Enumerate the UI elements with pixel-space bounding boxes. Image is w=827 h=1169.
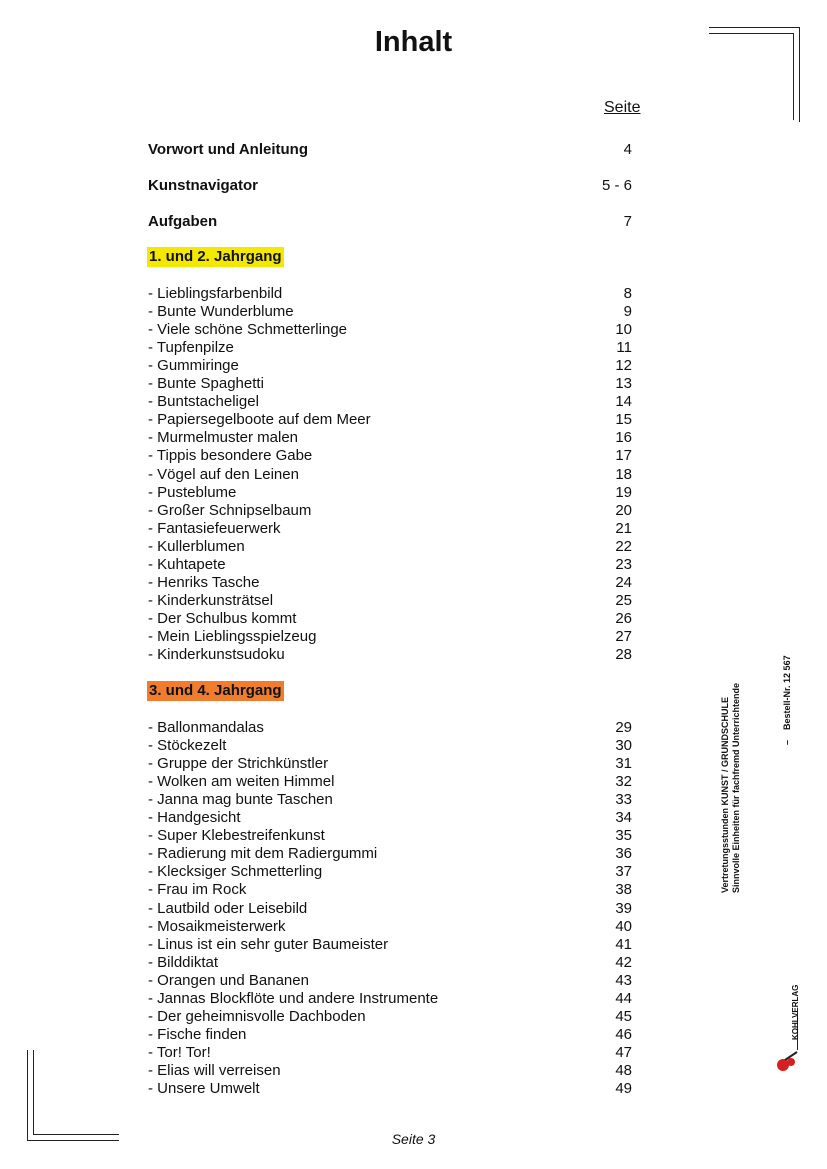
toc-item-label: - Gummiringe bbox=[148, 357, 239, 375]
page-title: Inhalt bbox=[374, 26, 453, 58]
toc-item-page: 13 bbox=[615, 375, 632, 393]
toc-item-label: - Papiersegelboote auf dem Meer bbox=[148, 411, 371, 429]
toc-entry-page: 4 bbox=[623, 141, 632, 158]
toc-item-label: - Lautbild oder Leisebild bbox=[148, 899, 308, 917]
toc-item-page: 44 bbox=[615, 989, 632, 1007]
toc-item-label: - Tupfenpilze bbox=[148, 339, 234, 357]
toc-item-page: 36 bbox=[615, 845, 632, 863]
toc-item-page: 40 bbox=[615, 917, 632, 935]
toc-item[interactable] bbox=[148, 1044, 632, 1062]
toc-item-page: 38 bbox=[615, 881, 632, 899]
toc-item-label: - Super Klebestreifenkunst bbox=[148, 827, 325, 845]
toc-item-page: 25 bbox=[615, 591, 632, 609]
toc-item-label: - Mosaikmeisterwerk bbox=[148, 917, 286, 935]
toc-item[interactable] bbox=[148, 520, 632, 538]
toc-item-label: - Der geheimnisvolle Dachboden bbox=[148, 1007, 366, 1025]
toc-item-page: 10 bbox=[615, 321, 632, 339]
publisher-order-no bbox=[782, 585, 793, 745]
toc-entry-page: 5 - 6 bbox=[601, 177, 632, 194]
section-heading-3-4: 3. und 4. Jahrgang bbox=[149, 682, 282, 699]
toc-item[interactable] bbox=[148, 628, 632, 646]
toc-item[interactable] bbox=[148, 1080, 632, 1098]
toc-item-page: 26 bbox=[615, 609, 632, 627]
toc-item-page: 11 bbox=[616, 339, 632, 357]
toc-item-label: - Klecksiger Schmetterling bbox=[148, 863, 323, 881]
sidebar-line1: Vertretungsstunden KUNST / GRUNDSCHULE bbox=[720, 696, 730, 893]
toc-item-page: 18 bbox=[615, 465, 632, 483]
toc-item-page: 14 bbox=[615, 393, 632, 411]
toc-item-page: 23 bbox=[615, 555, 632, 573]
toc-item[interactable] bbox=[148, 556, 632, 574]
toc-item-page: 8 bbox=[623, 285, 632, 302]
toc-item[interactable] bbox=[148, 357, 632, 375]
toc-item[interactable] bbox=[148, 339, 632, 357]
toc-item-label: - Der Schulbus kommt bbox=[148, 609, 297, 627]
toc-entry[interactable] bbox=[148, 177, 632, 195]
toc-item[interactable] bbox=[148, 646, 632, 664]
toc-item[interactable] bbox=[148, 1062, 632, 1080]
toc-item-page: 20 bbox=[615, 501, 632, 519]
toc-item[interactable] bbox=[148, 610, 632, 628]
toc-item-label: - Kinderkunsträtsel bbox=[148, 591, 274, 609]
toc-item-page: 47 bbox=[615, 1043, 632, 1061]
toc-item-label: - Vögel auf den Leinen bbox=[148, 465, 299, 483]
toc-item[interactable] bbox=[148, 755, 632, 773]
toc-item-label: - Kuhtapete bbox=[148, 555, 226, 573]
toc-item-page: 42 bbox=[615, 953, 632, 971]
toc-item-label: - Unsere Umwelt bbox=[148, 1080, 260, 1097]
toc-item-page: 12 bbox=[615, 357, 632, 375]
frame-left-line-outer bbox=[27, 1050, 28, 1141]
toc-item-label: - Pusteblume bbox=[148, 483, 237, 501]
toc-item[interactable] bbox=[148, 466, 632, 484]
toc-item[interactable] bbox=[148, 719, 632, 737]
toc-item-page: 43 bbox=[615, 971, 632, 989]
toc-item[interactable] bbox=[148, 773, 632, 791]
toc-item[interactable] bbox=[148, 484, 632, 502]
toc-item[interactable] bbox=[148, 285, 632, 303]
toc-item-label: - Lieblingsfarbenbild bbox=[148, 285, 283, 302]
toc-item-label: - Linus ist ein sehr guter Baumeister bbox=[148, 935, 389, 953]
toc-item-page: 34 bbox=[615, 809, 632, 827]
toc-item-page: 29 bbox=[615, 719, 632, 736]
toc-item-label: - Handgesicht bbox=[148, 809, 241, 827]
sidebar-separator: – bbox=[782, 739, 792, 745]
toc-item-label: - Buntstacheligel bbox=[148, 393, 259, 411]
toc-item-page: 19 bbox=[615, 483, 632, 501]
logo-text: KOHLVERLAG bbox=[791, 984, 800, 1040]
toc-item[interactable] bbox=[148, 809, 632, 827]
toc-item-label: - Gruppe der Strichkünstler bbox=[148, 755, 329, 773]
toc-item-label: - Bunte Spaghetti bbox=[148, 375, 264, 393]
toc-item[interactable] bbox=[148, 411, 632, 429]
toc-item-label: - Viele schöne Schmetterlinge bbox=[148, 321, 347, 339]
toc-entry[interactable] bbox=[148, 213, 632, 231]
toc-item-page: 39 bbox=[615, 899, 632, 917]
toc-item-page: 30 bbox=[615, 737, 632, 755]
toc-entry-label: Vorwort und Anleitung bbox=[148, 141, 308, 158]
toc-item[interactable] bbox=[148, 954, 632, 972]
toc-item-label: - Kinderkunstsudoku bbox=[148, 646, 285, 663]
toc-item-page: 33 bbox=[615, 791, 632, 809]
toc-item[interactable] bbox=[148, 429, 632, 447]
toc-item-label: - Fische finden bbox=[148, 1025, 247, 1043]
toc-item[interactable] bbox=[148, 936, 632, 954]
toc-item[interactable] bbox=[148, 574, 632, 592]
toc-item-page: 48 bbox=[615, 1061, 632, 1079]
toc-item-page: 21 bbox=[615, 519, 632, 537]
toc-item[interactable] bbox=[148, 538, 632, 556]
toc-item-label: - Bilddiktat bbox=[148, 953, 219, 971]
toc-item-page: 32 bbox=[615, 773, 632, 791]
toc-item-page: 17 bbox=[615, 447, 632, 465]
toc-item-label: - Henriks Tasche bbox=[148, 573, 260, 591]
toc-item-label: - Bunte Wunderblume bbox=[148, 303, 294, 321]
toc-item[interactable] bbox=[148, 972, 632, 990]
toc-item-page: 28 bbox=[615, 646, 632, 663]
toc-entry-label: Aufgaben bbox=[148, 213, 218, 230]
toc-item-label: - Wolken am weiten Himmel bbox=[148, 773, 335, 791]
toc-item-page: 24 bbox=[615, 573, 632, 591]
toc-item[interactable] bbox=[148, 990, 632, 1008]
toc-item[interactable] bbox=[148, 1026, 632, 1044]
publisher-sidebar bbox=[720, 593, 742, 893]
toc-item-page: 35 bbox=[615, 827, 632, 845]
toc-item-label: - Tor! Tor! bbox=[148, 1043, 211, 1061]
toc-item-label: - Frau im Rock bbox=[148, 881, 247, 899]
toc-item-page: 27 bbox=[615, 627, 632, 645]
section-heading-1-2: 1. und 2. Jahrgang bbox=[149, 248, 282, 265]
toc-item[interactable] bbox=[148, 375, 632, 393]
sidebar-line2: Sinnvolle Einheiten für fachfremd Unterrichtende bbox=[731, 682, 741, 893]
toc-item-page: 9 bbox=[623, 303, 632, 321]
toc-item-label: - Elias will verreisen bbox=[148, 1061, 281, 1079]
toc-item-label: - Stöckezelt bbox=[148, 737, 227, 755]
toc-item-page: 22 bbox=[615, 537, 632, 555]
toc-item[interactable] bbox=[148, 303, 632, 321]
toc-entry-page: 7 bbox=[623, 213, 632, 230]
page-footer: Seite 3 bbox=[391, 1131, 436, 1147]
toc-item-page: 16 bbox=[615, 429, 632, 447]
toc-item[interactable] bbox=[148, 900, 632, 918]
toc-item-label: - Jannas Blockflöte und andere Instrumente bbox=[148, 989, 439, 1007]
toc-entry-label: Kunstnavigator bbox=[148, 177, 259, 194]
toc-item[interactable] bbox=[148, 502, 632, 520]
toc-item[interactable] bbox=[148, 881, 632, 899]
toc-item-label: - Murmelmuster malen bbox=[148, 429, 299, 447]
toc-item-page: 15 bbox=[615, 411, 632, 429]
toc-item[interactable] bbox=[148, 737, 632, 755]
toc-item-label: - Großer Schnipselbaum bbox=[148, 501, 312, 519]
toc-item[interactable] bbox=[148, 447, 632, 465]
toc-item-page: 49 bbox=[615, 1080, 632, 1097]
toc-item-label: - Radierung mit dem Radiergummi bbox=[148, 845, 378, 863]
toc-entry[interactable] bbox=[148, 141, 632, 159]
toc-item-page: 41 bbox=[615, 935, 632, 953]
toc-item-page: 45 bbox=[615, 1007, 632, 1025]
toc-item-label: - Janna mag bunte Taschen bbox=[148, 791, 333, 809]
toc-item[interactable] bbox=[148, 321, 632, 339]
toc-item[interactable] bbox=[148, 863, 632, 881]
toc-item[interactable] bbox=[148, 592, 632, 610]
toc-item-label: - Tippis besondere Gabe bbox=[148, 447, 313, 465]
toc-item-label: - Ballonmandalas bbox=[148, 719, 264, 736]
toc-item-page: 37 bbox=[615, 863, 632, 881]
toc-item-label: - Fantasiefeuerwerk bbox=[148, 519, 281, 537]
toc-item-page: 31 bbox=[615, 755, 632, 773]
toc-item[interactable] bbox=[148, 827, 632, 845]
page-column-header: Seite bbox=[604, 99, 641, 116]
sidebar-order-number: Bestell-Nr. 12 567 bbox=[782, 655, 792, 730]
toc-item[interactable] bbox=[148, 393, 632, 411]
toc-item-label: - Mein Lieblingsspielzeug bbox=[148, 627, 317, 645]
frame-left-line-inner bbox=[33, 1050, 34, 1135]
toc-item[interactable] bbox=[148, 845, 632, 863]
toc-item-page: 46 bbox=[615, 1025, 632, 1043]
toc-item[interactable] bbox=[148, 791, 632, 809]
toc-item[interactable] bbox=[148, 1008, 632, 1026]
toc-item[interactable] bbox=[148, 918, 632, 936]
toc-item-label: - Orangen und Bananen bbox=[148, 971, 309, 989]
toc-item-label: - Kullerblumen bbox=[148, 537, 245, 555]
